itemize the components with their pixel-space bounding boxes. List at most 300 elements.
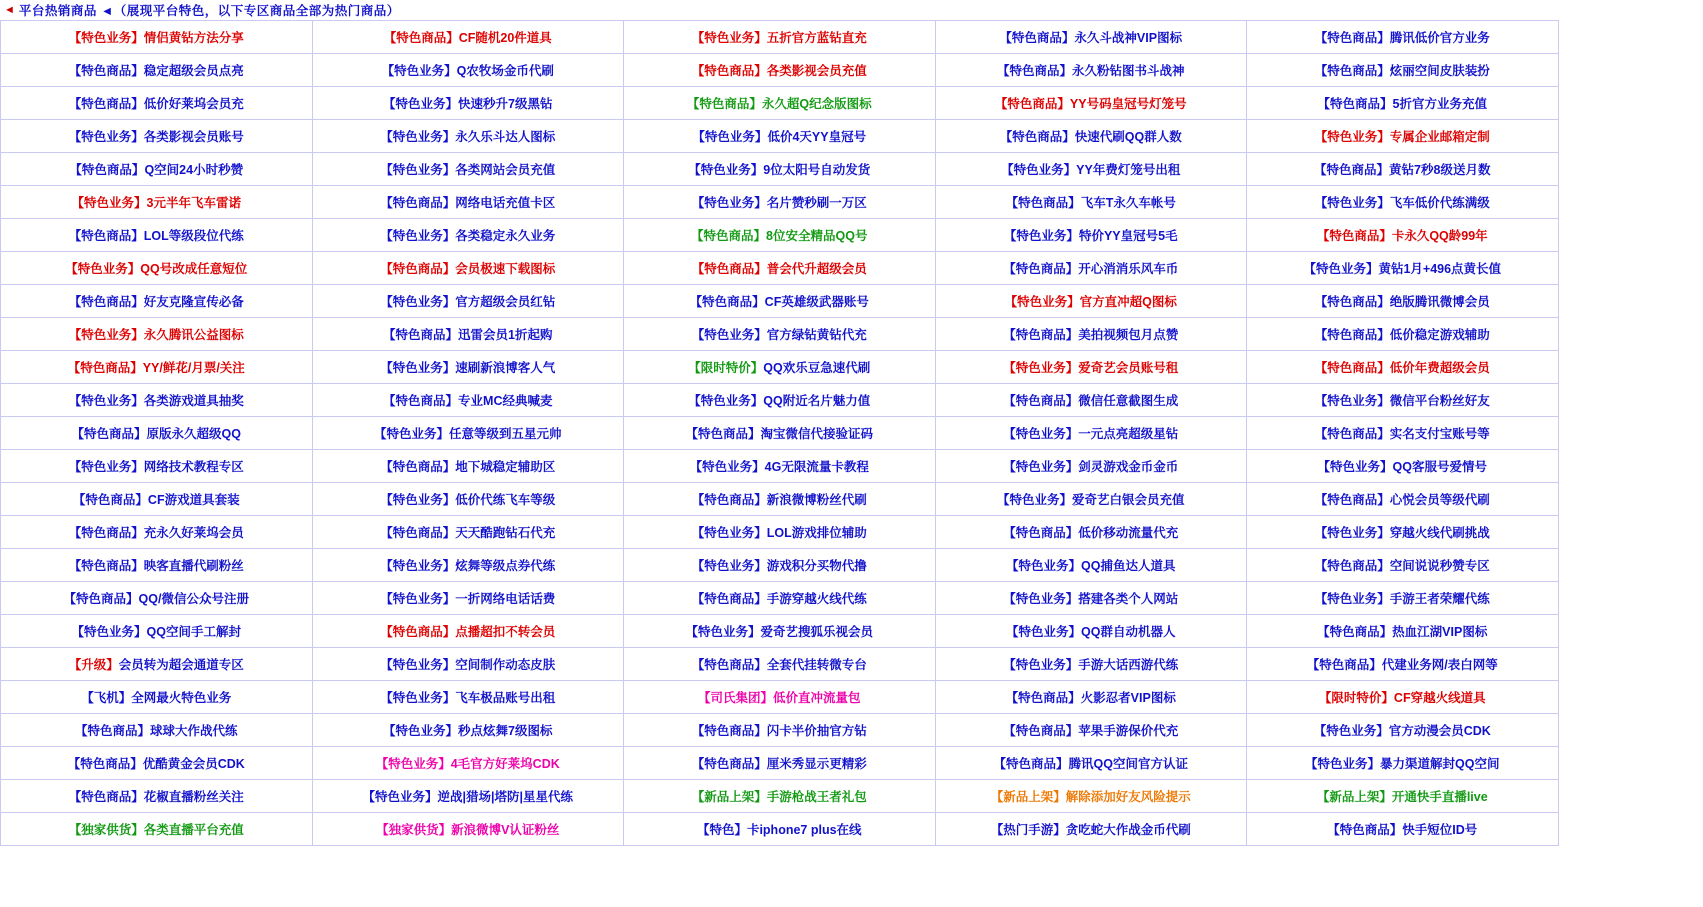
product-cell[interactable] xyxy=(936,747,1248,780)
product-link[interactable] xyxy=(69,94,244,112)
product-cell[interactable] xyxy=(624,153,936,186)
product-link[interactable] xyxy=(692,523,867,541)
product-link[interactable] xyxy=(1315,424,1490,442)
product-link[interactable] xyxy=(1315,193,1490,211)
product-cell[interactable] xyxy=(1247,681,1559,714)
product-link[interactable] xyxy=(692,490,867,508)
product-tag: 【特色商品】 xyxy=(999,130,1075,144)
product-link[interactable] xyxy=(1315,490,1490,508)
product-cell[interactable] xyxy=(1,681,313,714)
product-cell[interactable] xyxy=(1247,582,1559,615)
product-cell[interactable] xyxy=(1,21,313,54)
product-link[interactable] xyxy=(380,589,555,607)
product-cell[interactable] xyxy=(1,714,313,747)
product-cell[interactable] xyxy=(624,120,936,153)
product-cell[interactable] xyxy=(313,417,625,450)
product-link[interactable] xyxy=(1303,259,1501,277)
product-cell[interactable] xyxy=(624,648,936,681)
product-cell[interactable] xyxy=(1247,714,1559,747)
product-cell[interactable] xyxy=(1247,351,1559,384)
product-cell[interactable] xyxy=(1,186,313,219)
product-link[interactable] xyxy=(69,127,244,145)
product-link[interactable] xyxy=(72,622,241,640)
product-label: 名片赞秒刷一万区 xyxy=(766,196,867,210)
product-tag: 【特色业务】 xyxy=(380,295,456,309)
product-tag: 【特色商品】 xyxy=(691,229,767,243)
product-link[interactable] xyxy=(69,61,244,79)
product-link[interactable] xyxy=(692,193,867,211)
product-link[interactable] xyxy=(1005,292,1177,310)
product-cell[interactable] xyxy=(936,285,1248,318)
product-cell[interactable] xyxy=(1247,483,1559,516)
product-link[interactable] xyxy=(75,721,238,739)
product-cell[interactable] xyxy=(1247,54,1559,87)
product-link[interactable] xyxy=(1003,424,1178,442)
product-link[interactable] xyxy=(685,424,873,442)
product-cell[interactable] xyxy=(1247,153,1559,186)
product-link[interactable] xyxy=(69,457,244,475)
product-cell[interactable] xyxy=(936,450,1248,483)
product-cell[interactable] xyxy=(624,219,936,252)
product-cell[interactable] xyxy=(1,780,313,813)
product-cell[interactable] xyxy=(1247,318,1559,351)
product-row xyxy=(1,384,1559,417)
product-cell[interactable] xyxy=(313,615,625,648)
product-link[interactable] xyxy=(68,358,245,376)
product-link[interactable] xyxy=(692,325,867,343)
product-label: 搭建各类个人网站 xyxy=(1078,592,1179,606)
product-link[interactable] xyxy=(380,622,555,640)
product-cell[interactable] xyxy=(624,186,936,219)
product-tag: 【特色业务】 xyxy=(68,130,144,144)
product-cell[interactable] xyxy=(1247,450,1559,483)
product-cell[interactable] xyxy=(1,219,313,252)
product-cell[interactable] xyxy=(936,714,1248,747)
product-cell[interactable] xyxy=(313,252,625,285)
product-cell[interactable] xyxy=(936,483,1248,516)
product-cell[interactable] xyxy=(313,648,625,681)
product-link[interactable] xyxy=(1315,391,1490,409)
product-link[interactable] xyxy=(69,655,244,673)
product-link[interactable] xyxy=(1317,787,1488,805)
product-link[interactable] xyxy=(1003,325,1178,343)
product-link[interactable] xyxy=(380,688,555,706)
product-link[interactable] xyxy=(687,94,872,112)
product-cell[interactable] xyxy=(936,153,1248,186)
product-label: 快速代刷QQ群人数 xyxy=(1074,130,1182,144)
product-label: 游戏积分买物代撸 xyxy=(766,559,867,573)
product-label: 任意等级到五星元帅 xyxy=(449,427,562,441)
product-tag: 【特色业务】 xyxy=(1314,526,1390,540)
product-cell[interactable] xyxy=(624,21,936,54)
product-link[interactable] xyxy=(380,193,555,211)
product-label: 空间制作动态皮肤 xyxy=(455,658,556,672)
product-link[interactable] xyxy=(380,490,555,508)
product-cell[interactable] xyxy=(313,21,625,54)
product-label: 炫丽空间皮肤装扮 xyxy=(1389,64,1490,78)
product-label: QQ捕鱼达人道具 xyxy=(1081,559,1176,573)
product-link[interactable] xyxy=(72,424,241,442)
product-link[interactable] xyxy=(691,226,867,244)
product-tag: 【特色商品】 xyxy=(1314,361,1390,375)
product-label: 快速秒升7级黑钻 xyxy=(458,97,553,111)
product-link[interactable] xyxy=(690,457,869,475)
product-link[interactable] xyxy=(1006,688,1176,706)
product-link[interactable] xyxy=(692,754,867,772)
product-tag: 【特色业务】 xyxy=(688,394,764,408)
product-cell[interactable] xyxy=(936,681,1248,714)
product-cell[interactable] xyxy=(624,384,936,417)
product-cell[interactable] xyxy=(624,615,936,648)
product-cell[interactable] xyxy=(313,714,625,747)
product-link[interactable] xyxy=(1314,721,1491,739)
product-cell[interactable] xyxy=(1,516,313,549)
product-link[interactable] xyxy=(68,754,245,772)
product-label: 永久乐斗达人图标 xyxy=(455,130,556,144)
product-cell[interactable] xyxy=(936,813,1248,846)
product-cell[interactable] xyxy=(313,780,625,813)
product-cell[interactable] xyxy=(624,285,936,318)
product-link[interactable] xyxy=(69,160,243,178)
product-link[interactable] xyxy=(1003,391,1178,409)
product-link[interactable] xyxy=(69,226,244,244)
product-link[interactable] xyxy=(380,358,555,376)
product-link[interactable] xyxy=(69,28,244,46)
product-link[interactable] xyxy=(1318,94,1487,112)
product-link[interactable] xyxy=(690,292,869,310)
product-link[interactable] xyxy=(376,820,559,838)
product-cell[interactable] xyxy=(624,417,936,450)
product-cell[interactable] xyxy=(936,780,1248,813)
product-tag: 【特色商品】 xyxy=(1316,229,1392,243)
product-link[interactable] xyxy=(1006,193,1176,211)
product-link[interactable] xyxy=(688,391,870,409)
product-cell[interactable] xyxy=(936,549,1248,582)
product-link[interactable] xyxy=(362,787,573,805)
product-link[interactable] xyxy=(697,820,862,838)
product-link[interactable] xyxy=(692,556,867,574)
product-tag: 【热门手游】 xyxy=(990,823,1066,837)
product-cell[interactable] xyxy=(936,582,1248,615)
product-link[interactable] xyxy=(1314,160,1490,178)
product-link[interactable] xyxy=(380,226,555,244)
product-tag: 【特色商品】 xyxy=(1003,262,1079,276)
product-link[interactable] xyxy=(1003,655,1178,673)
product-link[interactable] xyxy=(1315,358,1490,376)
product-link[interactable] xyxy=(380,160,555,178)
product-cell[interactable] xyxy=(936,120,1248,153)
product-cell[interactable] xyxy=(624,582,936,615)
product-cell[interactable] xyxy=(313,120,625,153)
product-cell[interactable] xyxy=(624,747,936,780)
product-link[interactable] xyxy=(1003,259,1178,277)
product-label: 炫舞等级点券代练 xyxy=(455,559,556,573)
product-link[interactable] xyxy=(997,490,1185,508)
product-link[interactable] xyxy=(692,721,867,739)
product-link[interactable] xyxy=(69,523,244,541)
product-cell[interactable] xyxy=(1247,219,1559,252)
product-cell[interactable] xyxy=(313,384,625,417)
product-cell[interactable] xyxy=(1247,21,1559,54)
product-cell[interactable] xyxy=(313,681,625,714)
product-tag: 【新品上架】 xyxy=(691,790,767,804)
product-cell[interactable] xyxy=(936,417,1248,450)
product-tag: 【特色业务】 xyxy=(1003,361,1079,375)
product-cell[interactable] xyxy=(1247,549,1559,582)
product-cell[interactable] xyxy=(1,813,313,846)
product-label: 手游王者荣耀代练 xyxy=(1389,592,1490,606)
product-link[interactable] xyxy=(997,61,1185,79)
product-link[interactable] xyxy=(1315,61,1490,79)
product-link[interactable] xyxy=(688,160,870,178)
product-link[interactable] xyxy=(1003,523,1178,541)
product-link[interactable] xyxy=(376,754,560,772)
product-link[interactable] xyxy=(384,28,552,46)
product-tag: 【特色业务】 xyxy=(380,130,456,144)
product-link[interactable] xyxy=(1315,28,1490,46)
product-link[interactable] xyxy=(991,787,1191,805)
product-cell[interactable] xyxy=(936,318,1248,351)
product-cell[interactable] xyxy=(624,714,936,747)
product-cell[interactable] xyxy=(1,318,313,351)
product-cell[interactable] xyxy=(624,54,936,87)
product-cell[interactable] xyxy=(1,549,313,582)
product-link[interactable] xyxy=(994,754,1188,772)
product-cell[interactable] xyxy=(313,549,625,582)
product-link[interactable] xyxy=(64,589,249,607)
product-row xyxy=(1,483,1559,516)
product-link[interactable] xyxy=(692,655,867,673)
product-cell[interactable] xyxy=(624,516,936,549)
product-cell[interactable] xyxy=(1,747,313,780)
product-cell[interactable] xyxy=(313,153,625,186)
product-label: 好友克隆宣传必备 xyxy=(143,295,244,309)
product-cell[interactable] xyxy=(313,813,625,846)
product-cell[interactable] xyxy=(1247,417,1559,450)
product-cell[interactable] xyxy=(313,318,625,351)
product-link[interactable] xyxy=(380,259,555,277)
product-cell[interactable] xyxy=(936,252,1248,285)
product-row xyxy=(1,219,1559,252)
product-link[interactable] xyxy=(374,424,562,442)
product-link[interactable] xyxy=(698,688,861,706)
product-cell[interactable] xyxy=(936,648,1248,681)
product-cell[interactable] xyxy=(1247,813,1559,846)
product-cell[interactable] xyxy=(624,483,936,516)
product-link[interactable] xyxy=(1318,457,1487,475)
product-link[interactable] xyxy=(81,688,231,706)
product-cell[interactable] xyxy=(313,747,625,780)
product-label: 8位安全精品QQ号 xyxy=(766,229,868,243)
product-cell[interactable] xyxy=(936,186,1248,219)
product-cell[interactable] xyxy=(624,813,936,846)
product-link[interactable] xyxy=(383,325,552,343)
product-cell[interactable] xyxy=(936,384,1248,417)
product-cell[interactable] xyxy=(1247,516,1559,549)
product-label: QQ欢乐豆急速代刷 xyxy=(763,361,871,375)
product-link[interactable] xyxy=(380,556,555,574)
product-cell[interactable] xyxy=(313,87,625,120)
product-cell[interactable] xyxy=(313,285,625,318)
product-link[interactable] xyxy=(1317,622,1487,640)
product-link[interactable] xyxy=(380,655,555,673)
product-link[interactable] xyxy=(685,622,873,640)
product-cell[interactable] xyxy=(1,483,313,516)
product-cell[interactable] xyxy=(936,219,1248,252)
product-tag: 【特色商品】 xyxy=(691,64,767,78)
product-link[interactable] xyxy=(688,358,870,376)
product-link[interactable] xyxy=(72,193,241,211)
product-cell[interactable] xyxy=(1,252,313,285)
product-link[interactable] xyxy=(1003,589,1178,607)
product-cell[interactable] xyxy=(313,516,625,549)
product-link[interactable] xyxy=(1000,127,1182,145)
product-link[interactable] xyxy=(692,259,867,277)
product-cell[interactable] xyxy=(624,87,936,120)
product-link[interactable] xyxy=(380,523,555,541)
product-cell[interactable] xyxy=(936,516,1248,549)
product-cell[interactable] xyxy=(1247,120,1559,153)
product-link[interactable] xyxy=(1004,226,1178,244)
product-link[interactable] xyxy=(69,820,244,838)
product-cell[interactable] xyxy=(1247,186,1559,219)
product-link[interactable] xyxy=(1315,556,1490,574)
product-cell[interactable] xyxy=(1,54,313,87)
product-tag: 【特色商品】 xyxy=(68,295,144,309)
product-link[interactable] xyxy=(991,820,1191,838)
product-cell[interactable] xyxy=(1,615,313,648)
product-cell[interactable] xyxy=(1,384,313,417)
product-cell[interactable] xyxy=(1,648,313,681)
product-cell[interactable] xyxy=(624,681,936,714)
product-cell[interactable] xyxy=(1,582,313,615)
product-link[interactable] xyxy=(999,28,1182,46)
product-cell[interactable] xyxy=(1247,252,1559,285)
product-label: QQ空间手工解封 xyxy=(146,625,241,639)
product-link[interactable] xyxy=(1315,127,1490,145)
product-cell[interactable] xyxy=(936,54,1248,87)
product-link[interactable] xyxy=(1305,754,1499,772)
product-link[interactable] xyxy=(380,457,555,475)
product-link[interactable] xyxy=(1003,358,1178,376)
product-link[interactable] xyxy=(383,391,552,409)
product-cell[interactable] xyxy=(1247,87,1559,120)
product-link[interactable] xyxy=(1001,160,1180,178)
product-cell[interactable] xyxy=(936,87,1248,120)
product-cell[interactable] xyxy=(313,351,625,384)
product-link[interactable] xyxy=(1003,721,1178,739)
product-cell[interactable] xyxy=(313,483,625,516)
product-cell[interactable] xyxy=(1,87,313,120)
product-cell[interactable] xyxy=(1,120,313,153)
product-link[interactable] xyxy=(69,391,244,409)
product-cell[interactable] xyxy=(313,54,625,87)
product-cell[interactable] xyxy=(936,21,1248,54)
product-link[interactable] xyxy=(1327,820,1477,838)
product-cell[interactable] xyxy=(624,351,936,384)
product-label: 专属企业邮箱定制 xyxy=(1389,130,1490,144)
product-link[interactable] xyxy=(380,127,555,145)
product-cell[interactable] xyxy=(936,615,1248,648)
product-link[interactable] xyxy=(69,787,244,805)
product-link[interactable] xyxy=(692,787,867,805)
product-link[interactable] xyxy=(1315,589,1490,607)
product-cell[interactable] xyxy=(313,582,625,615)
product-link[interactable] xyxy=(692,127,866,145)
product-cell[interactable] xyxy=(1,450,313,483)
product-cell[interactable] xyxy=(1247,747,1559,780)
product-cell[interactable] xyxy=(936,351,1248,384)
product-cell[interactable] xyxy=(1,417,313,450)
product-link[interactable] xyxy=(69,556,244,574)
product-tag: 【特色商品】 xyxy=(68,559,144,573)
product-link[interactable] xyxy=(995,94,1187,112)
product-link[interactable] xyxy=(380,292,555,310)
product-label: 卡永久QQ龄99年 xyxy=(1391,229,1488,243)
product-link[interactable] xyxy=(383,721,552,739)
product-cell[interactable] xyxy=(1,285,313,318)
product-cell[interactable] xyxy=(1247,615,1559,648)
product-label: Q农牧场金币代刷 xyxy=(456,64,554,78)
product-cell[interactable] xyxy=(313,450,625,483)
product-cell[interactable] xyxy=(313,186,625,219)
product-cell[interactable] xyxy=(1247,285,1559,318)
product-link[interactable] xyxy=(1006,556,1175,574)
product-link[interactable] xyxy=(383,94,552,112)
product-label: 开心消消乐风车币 xyxy=(1078,262,1179,276)
product-tag: 【特色商品】 xyxy=(63,592,139,606)
product-link[interactable] xyxy=(1307,655,1498,673)
product-cell[interactable] xyxy=(1247,648,1559,681)
product-cell[interactable] xyxy=(624,450,936,483)
product-cell[interactable] xyxy=(313,219,625,252)
product-cell[interactable] xyxy=(1,351,313,384)
product-link[interactable] xyxy=(73,490,240,508)
product-label: 特价YY皇冠号5毛 xyxy=(1078,229,1178,243)
product-tag: 【特色商品】 xyxy=(380,460,456,474)
product-link[interactable] xyxy=(1315,325,1490,343)
product-link[interactable] xyxy=(69,325,244,343)
product-cell[interactable] xyxy=(624,549,936,582)
product-tag: 【特色业务】 xyxy=(383,97,459,111)
product-label: 全套代挂转微专台 xyxy=(766,658,867,672)
product-cell[interactable] xyxy=(1,153,313,186)
product-link[interactable] xyxy=(1003,457,1178,475)
product-label: LOL等级段位代练 xyxy=(143,229,244,243)
product-cell[interactable] xyxy=(624,318,936,351)
product-link[interactable] xyxy=(1315,523,1490,541)
product-link[interactable] xyxy=(1319,688,1486,706)
product-row xyxy=(1,549,1559,582)
product-link[interactable] xyxy=(65,259,247,277)
product-cell[interactable] xyxy=(1247,780,1559,813)
product-label: 卡iphone7 plus在线 xyxy=(746,823,862,837)
product-link[interactable] xyxy=(69,292,244,310)
product-cell[interactable] xyxy=(624,780,936,813)
product-link[interactable] xyxy=(382,61,554,79)
product-link[interactable] xyxy=(1006,622,1175,640)
product-label: 低价4天YY皇冠号 xyxy=(767,130,867,144)
product-link[interactable] xyxy=(692,61,867,79)
product-link[interactable] xyxy=(692,28,867,46)
product-link[interactable] xyxy=(1317,226,1488,244)
product-tag: 【特色商品】 xyxy=(380,625,456,639)
product-tag: 【飞机】 xyxy=(81,691,132,705)
product-cell[interactable] xyxy=(1247,384,1559,417)
product-link[interactable] xyxy=(1315,292,1490,310)
product-link[interactable] xyxy=(692,589,867,607)
product-cell[interactable] xyxy=(624,252,936,285)
